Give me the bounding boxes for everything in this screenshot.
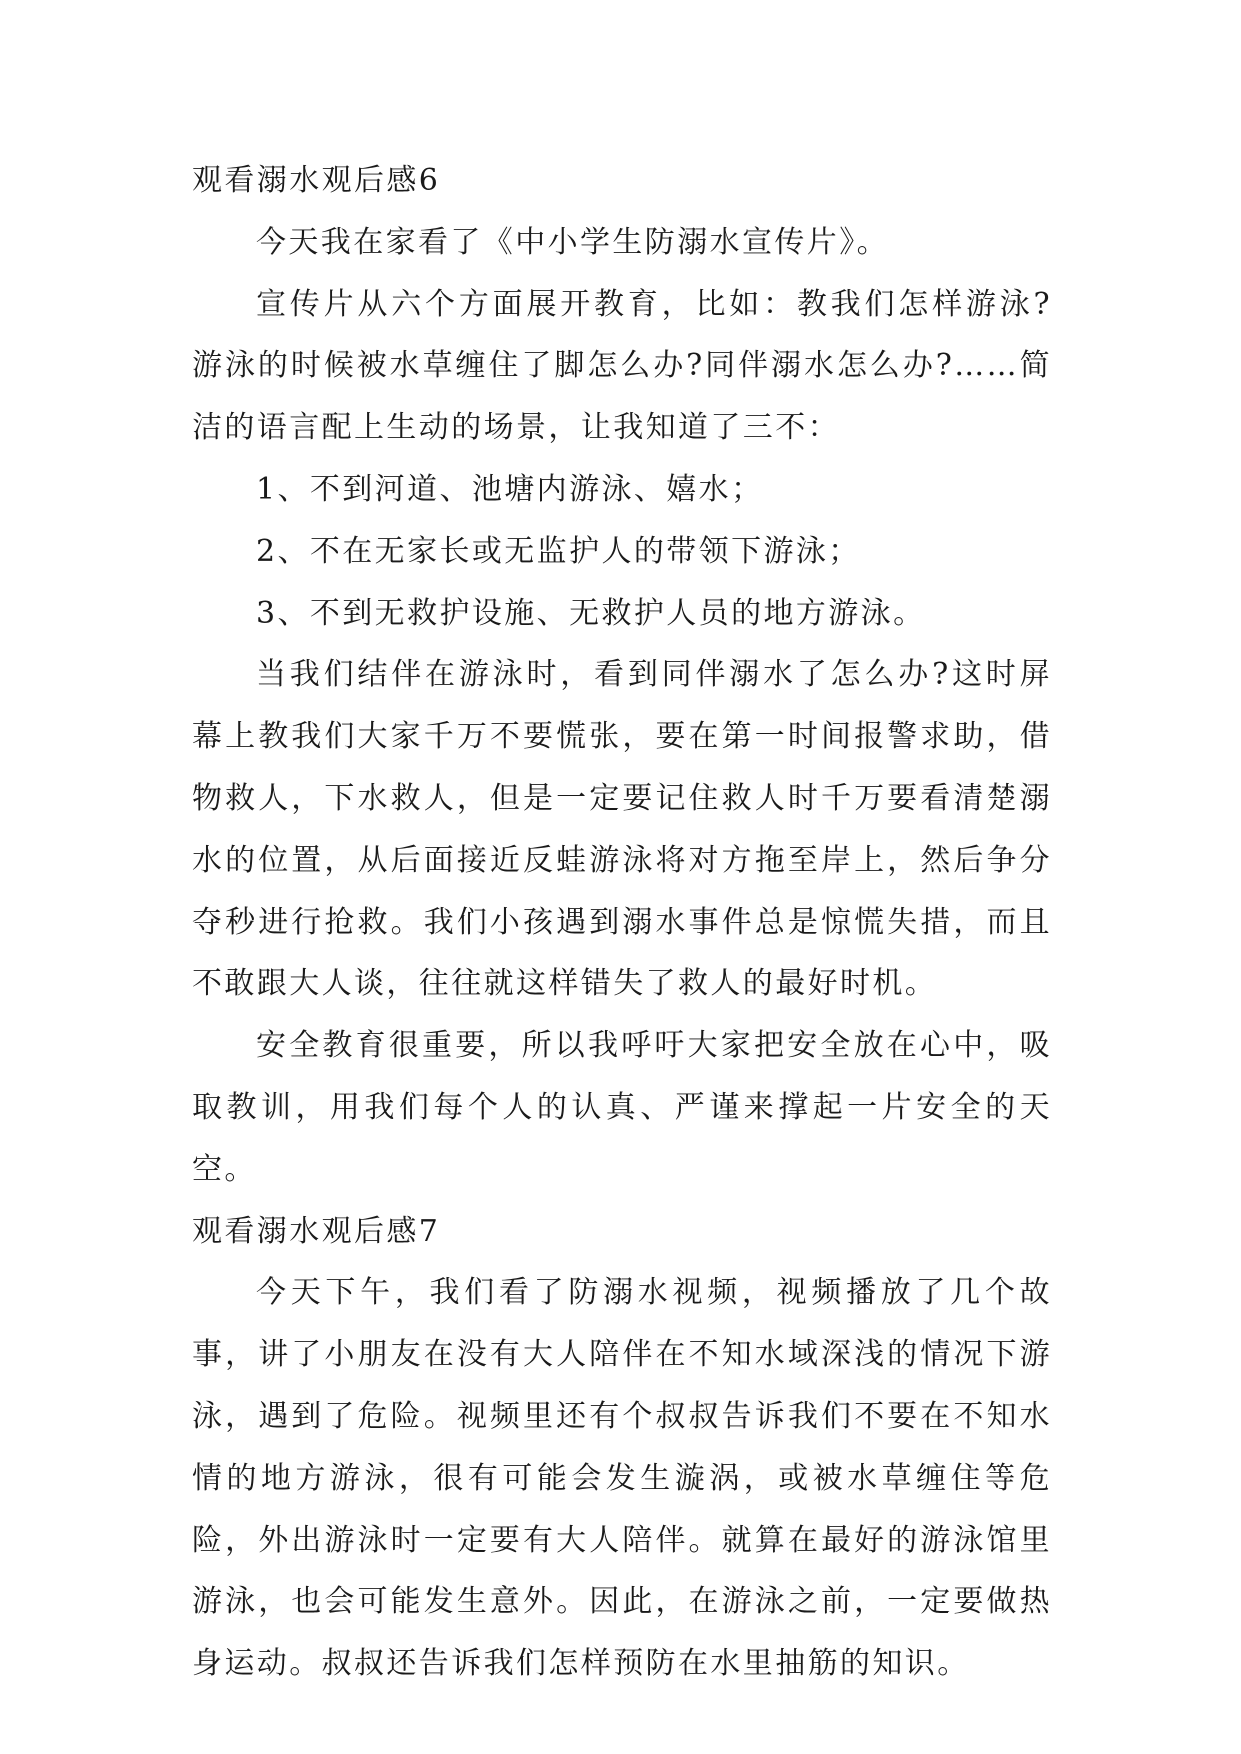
paragraph: 今天下午，我们看了防溺水视频，视频播放了几个故事，讲了小朋友在没有大人陪伴在不知水域深浅的情况下游泳，遇到了危险。视频里还有个叔叔告诉我们不要在不知水情的地方游泳，很有可能会发生漩涡，或被水草缠住等危险，外出游泳时一定要有大人陪伴。就算在最好的游泳馆里游泳，也会可能发生意外。因此，在游泳之前，一定要做热身运动。叔叔还告诉我们怎样预防在水里抽筋的知识。 xyxy=(192,1275,1052,1682)
list-item: 2、不在无家长或无监护人的带领下游泳； xyxy=(256,533,861,569)
section-title: 观看溺水观后感7 xyxy=(192,1213,441,1249)
paragraph: 宣传片从六个方面展开教育，比如：教我们怎样游泳?游泳的时候被水草缠住了脚怎么办?同伴溺水怎么办?……简洁的语言配上生动的场景，让我知道了三不： xyxy=(192,286,1052,446)
paragraph: 当我们结伴在游泳时，看到同伴溺水了怎么办?这时屏幕上教我们大家千万不要慌张，要在第一时间报警求助，借物救人，下水救人，但是一定要记住救人时千万要看清楚溺水的位置，从后面接近反蛙游泳将对方拖至岸上，然后争分夺秒进行抢救。我们小孩遇到溺水事件总是惊慌失措，而且不敢跟大人谈，往往就这样错失了救人的最好时机。 xyxy=(192,657,1052,1002)
document-body xyxy=(192,150,1052,1695)
list-item: 1、不到河道、池塘内游泳、嬉水； xyxy=(256,471,764,507)
section-title: 观看溺水观后感6 xyxy=(192,163,441,198)
paragraph: 今天我在家看了《中小学生防溺水宣传片》。 xyxy=(256,224,889,260)
paragraph: 安全教育很重要，所以我呼吁大家把安全放在心中，吸取教训，用我们每个人的认真、严谨来撑起一片安全的天空。 xyxy=(192,1028,1052,1187)
list-item: 3、不到无救护设施、无救护人员的地方游泳。 xyxy=(256,595,926,631)
